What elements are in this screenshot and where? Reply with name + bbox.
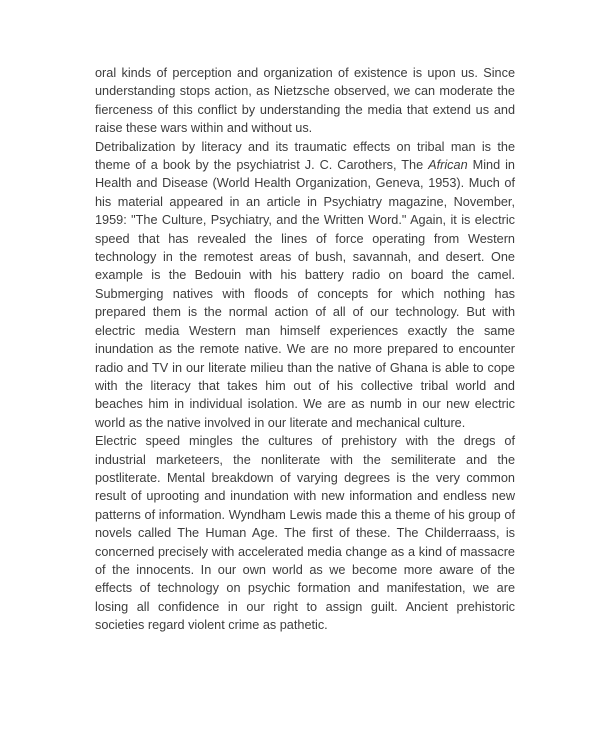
paragraph-intro <box>95 64 515 138</box>
paragraph-intro-text: oral kinds of perception and organization of existence is upon us. Since understanding stops action, as Nietzsche observed, we can moderate the fierceness of this conflict by understanding the media that extend us and raise these wars within and without us. <box>95 66 515 136</box>
paragraph-detribalization-text-after: Mind in Health and Disease (World Health Organization, Geneva, 1953). Much of his material appeared in an article in Psychiatry magazine, November, 1959: "The Culture, Psychiatry, and the Written Word." Again, it is electric speed that has revealed the lines of force operating from Western technology in the remotest areas of bush, savannah, and desert. One example is the Bedouin with his battery radio on board the camel. Submerging natives with floods of concepts for which nothing has prepared them is the normal action of all of our technology. But with electric media Western man himself experiences exactly the same inundation as the remote native. We are no more prepared to encounter radio and TV in our literate milieu than the native of Ghana is able to cope with the literacy that takes him out of his collective tribal world and beaches him in individual isolation. We are as numb in our new electric world as the native involved in our literate and mechanical culture. <box>95 158 515 430</box>
paragraph-electric-speed <box>95 432 515 634</box>
paragraph-detribalization-text-before: Detribalization by literacy and its traumatic effects on tribal man is the theme of a book by the psychiatrist J. C. Carothers, The <box>95 139 515 173</box>
paragraph-detribalization <box>95 138 515 433</box>
book-title-italic: African <box>428 158 468 173</box>
paragraph-electric-speed-text: Electric speed mingles the cultures of prehistory with the dregs of industrial marketeers, the nonliterate with the semiliterate and the postliterate. Mental breakdown of varying degrees is the very common result of uprooting and inundation with new information and endless new patterns of information. Wyndham Lewis made this a theme of his group of novels called The Human Age. The first of these. The Childerraass, is concerned precisely with accelerated media change as a kind of massacre of the innocents. In our own world as we become more aware of the effects of technology on psychic formation and manifestation, we are losing all confidence in our right to assign guilt. Ancient prehistoric societies regard violent crime as pathetic. <box>95 434 515 633</box>
